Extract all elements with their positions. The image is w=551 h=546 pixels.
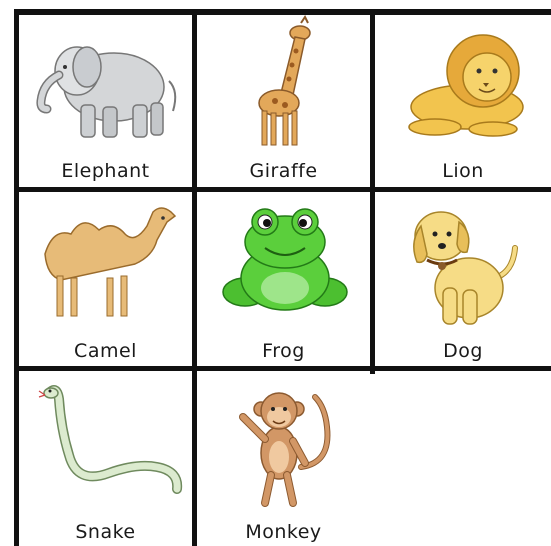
- frog-icon: [197, 192, 370, 332]
- card-label: Snake: [75, 521, 136, 543]
- card-monkey: [197, 371, 370, 546]
- card-label: Camel: [74, 340, 137, 362]
- monkey-icon: [197, 371, 370, 516]
- card-camel: [19, 192, 192, 366]
- card-label: Giraffe: [249, 160, 318, 182]
- empty-cell: [375, 371, 551, 546]
- camel-icon: [19, 192, 192, 332]
- elephant-icon: [19, 15, 192, 155]
- snake-icon: [19, 371, 192, 516]
- card-lion: [375, 15, 551, 187]
- card-label: Frog: [262, 340, 305, 362]
- card-frog: [197, 192, 370, 366]
- dog-icon: [375, 192, 551, 332]
- card-dog: [375, 192, 551, 366]
- lion-icon: [375, 15, 551, 155]
- card-label: Elephant: [61, 160, 150, 182]
- card-elephant: [19, 15, 192, 187]
- giraffe-icon: [197, 15, 370, 155]
- card-label: Dog: [443, 340, 483, 362]
- card-label: Lion: [442, 160, 484, 182]
- card-label: Monkey: [245, 521, 322, 543]
- card-giraffe: [197, 15, 370, 187]
- card-snake: [19, 371, 192, 546]
